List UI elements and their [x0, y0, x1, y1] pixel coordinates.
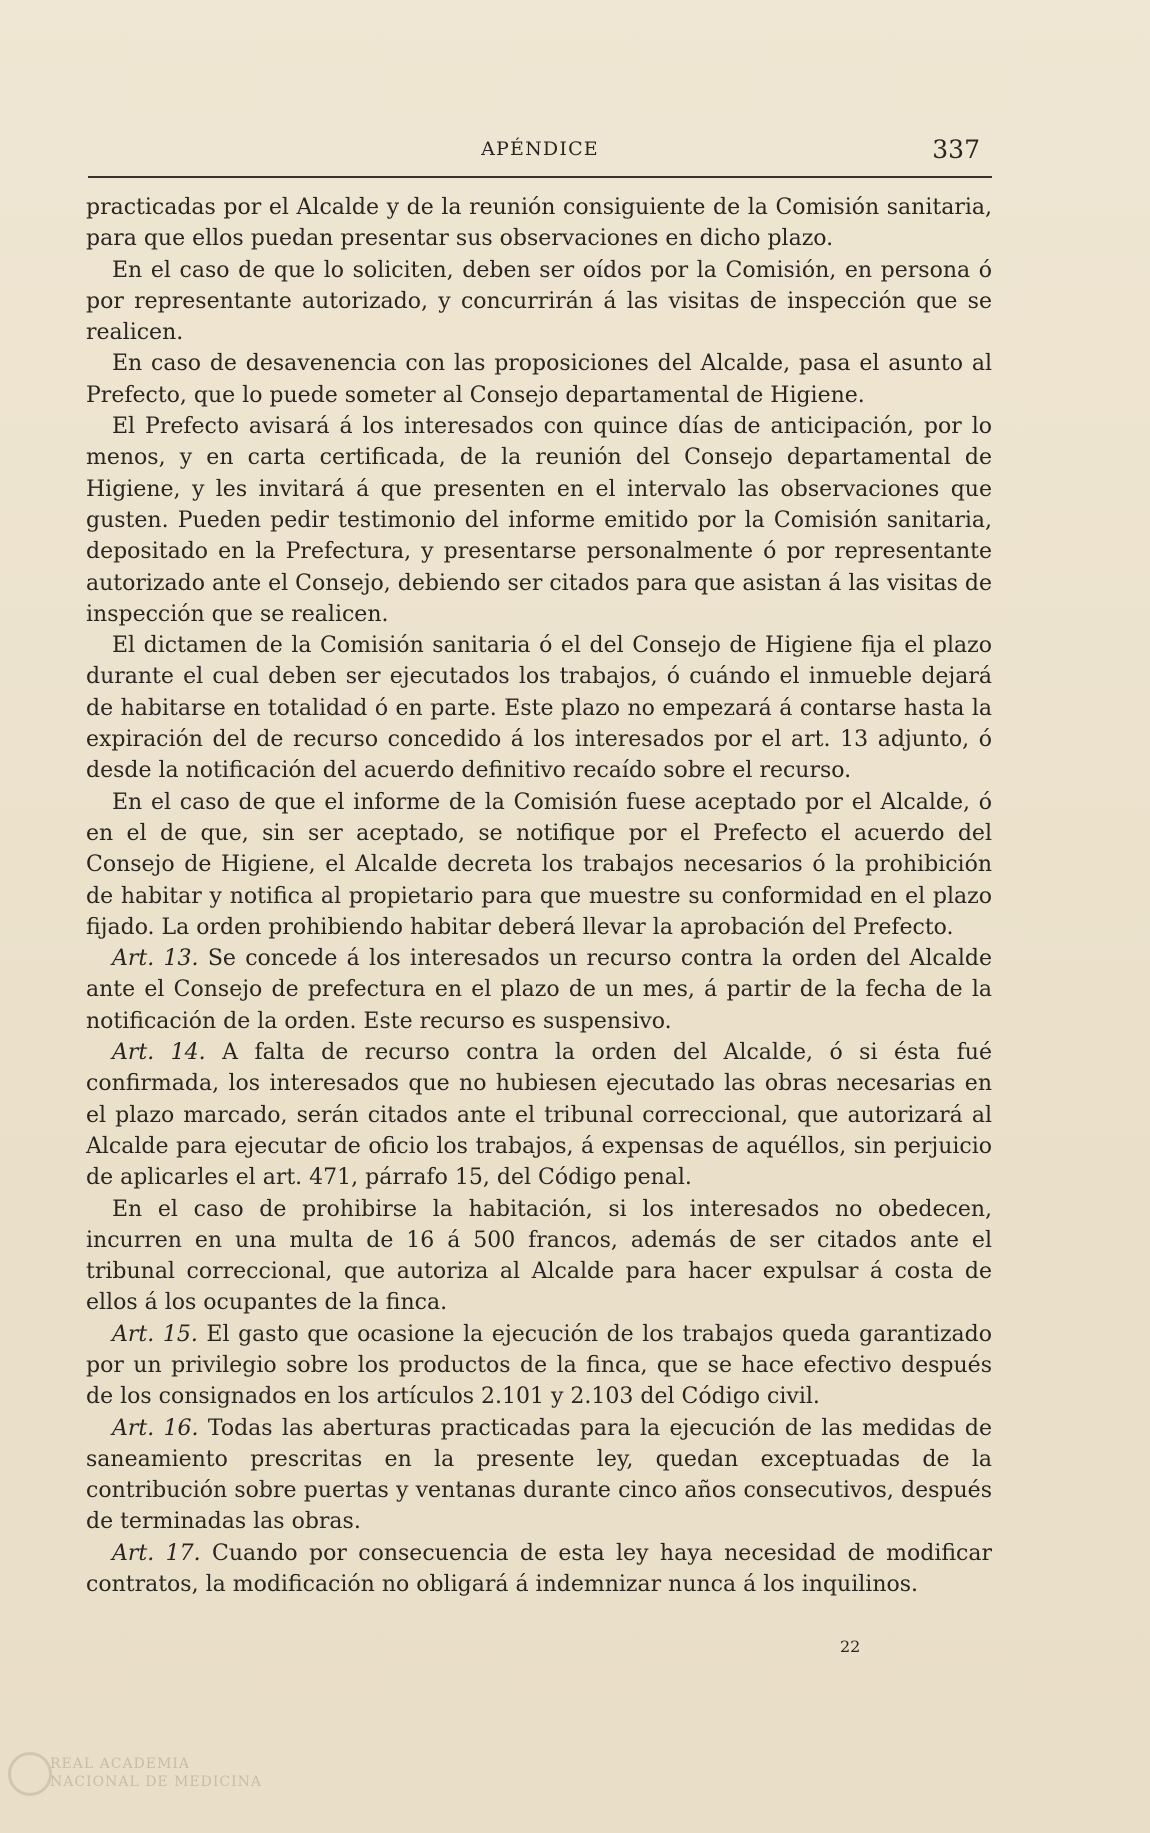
article-label: Art. 13.: [112, 946, 199, 972]
article-label: Art. 16.: [112, 1415, 199, 1441]
paragraph-text: Se concede á los interesados un recurso contra la orden del Alcalde ante el Consejo de prefectura en el plazo de un mes, á partir de la fecha de la notificación de la orden. Este recurso es suspensivo.: [86, 946, 992, 1034]
watermark-line-1: REAL ACADEMIA: [50, 1756, 190, 1772]
seal-icon: [8, 1752, 52, 1796]
paragraph-text: En el caso de prohibirse la habitación, si los interesados no obedecen, incurren en una multa de 16 á 500 francos, además de ser citados ante el tribunal correccional, que autoriza al Alcalde para hacer expulsar á costa de ellos á los ocupantes de la finca.: [86, 1196, 992, 1316]
paragraph-text: Cuando por consecuencia de esta ley haya necesidad de modificar contratos, la modificación no obligará á indemnizar nunca á los inquilinos.: [86, 1540, 993, 1598]
article-paragraph: [86, 1413, 992, 1538]
page-header: [88, 133, 992, 173]
article-label: Art. 15.: [112, 1321, 198, 1347]
library-watermark: [8, 1752, 262, 1822]
article-paragraph: [86, 1319, 992, 1413]
paragraph: [86, 348, 992, 411]
signature-mark: 22: [840, 1637, 861, 1656]
body-text: [86, 192, 992, 1600]
article-label: Art. 17.: [112, 1540, 201, 1566]
article-paragraph: [86, 943, 992, 1037]
paragraph-text: En el caso de que lo soliciten, deben ser oídos por la Comisión, en persona ó por representante autorizado, y concurrirán á las visitas de inspección que se realicen.: [86, 257, 992, 346]
header-rule: [88, 176, 992, 178]
article-label: Art. 14.: [112, 1040, 206, 1066]
paragraph-text: El dictamen de la Comisión sanitaria ó el del Consejo de Higiene fija el plazo durante el cual deben ser ejecutados los trabajos, ó cuándo el inmueble dejará de habitarse en totalidad ó en parte. Este plazo no empezará á contarse hasta la expiración del de recurso concedido á los interesados por el art. 13 adjunto, ó desde la notificación del acuerdo definitivo recaído sobre el recurso.: [86, 633, 992, 784]
paragraph: [86, 630, 992, 786]
paragraph: [86, 1194, 992, 1319]
paragraph: [86, 192, 992, 255]
paragraph-text: practicadas por el Alcalde y de la reunión consiguiente de la Comisión sanitaria, para que ellos puedan presentar sus observaciones en dicho plazo.: [86, 195, 992, 252]
paragraph-text: En el caso de que el informe de la Comisión fuese aceptado por el Alcalde, ó en el de que, sin ser aceptado, se notifique por el Prefecto el acuerdo del Consejo de Higiene, el Alcalde decreta los trabajos necesarios ó la prohibición de habitar y notifica al propietario para que muestre su conformidad en el plazo fijado. La orden prohibiendo habitar deberá llevar la aprobación del Prefecto.: [86, 789, 992, 940]
paragraph-text: En caso de desavenencia con las proposiciones del Alcalde, pasa el asunto al Prefecto, que lo puede someter al Consejo departamental de Higiene.: [86, 351, 992, 408]
paragraph: [86, 411, 992, 630]
paragraph: [86, 255, 992, 349]
article-paragraph: [86, 1538, 992, 1601]
paragraph-text: Todas las aberturas practicadas para la ejecución de las medidas de saneamiento prescritas en la presente ley, quedan exceptuadas de la contribución sobre puertas y ventanas durante cinco años consecutivos, después de terminadas las obras.: [86, 1415, 993, 1535]
watermark-line-2: NACIONAL DE MEDICINA: [50, 1774, 262, 1790]
paragraph-text: El Prefecto avisará á los interesados con quince días de anticipación, por lo menos, y en carta certificada, de la reunión del Consejo departamental de Higiene, y les invitará á que presenten en el intervalo las observaciones que gusten. Pueden pedir testimonio del informe emitido por la Comisión sanitaria, depositado en la Prefectura, y presentarse personalmente ó por representante autorizado ante el Consejo, debiendo ser citados para que asistan á las visitas de inspección que se realicen.: [86, 414, 992, 627]
article-paragraph: [86, 1037, 992, 1193]
running-title: APÉNDICE: [481, 138, 599, 160]
paragraph: [86, 787, 992, 943]
page-number: 337: [932, 135, 980, 164]
paragraph-text: A falta de recurso contra la orden del Alcalde, ó si ésta fué confirmada, los interesados que no hubiesen ejecutado las obras necesarias en el plazo marcado, serán citados ante el tribunal correccional, que autorizará al Alcalde para ejecutar de oficio los trabajos, á expensas de aquéllos, sin perjuicio de aplicarles el art. 471, párrafo 15, del Código penal.: [86, 1040, 992, 1191]
paragraph-text: El gasto que ocasione la ejecución de los trabajos queda garantizado por un privilegio sobre los productos de la finca, que se hace efectivo después de los consignados en los artículos 2.101 y 2.103 del Código civil.: [86, 1321, 992, 1410]
